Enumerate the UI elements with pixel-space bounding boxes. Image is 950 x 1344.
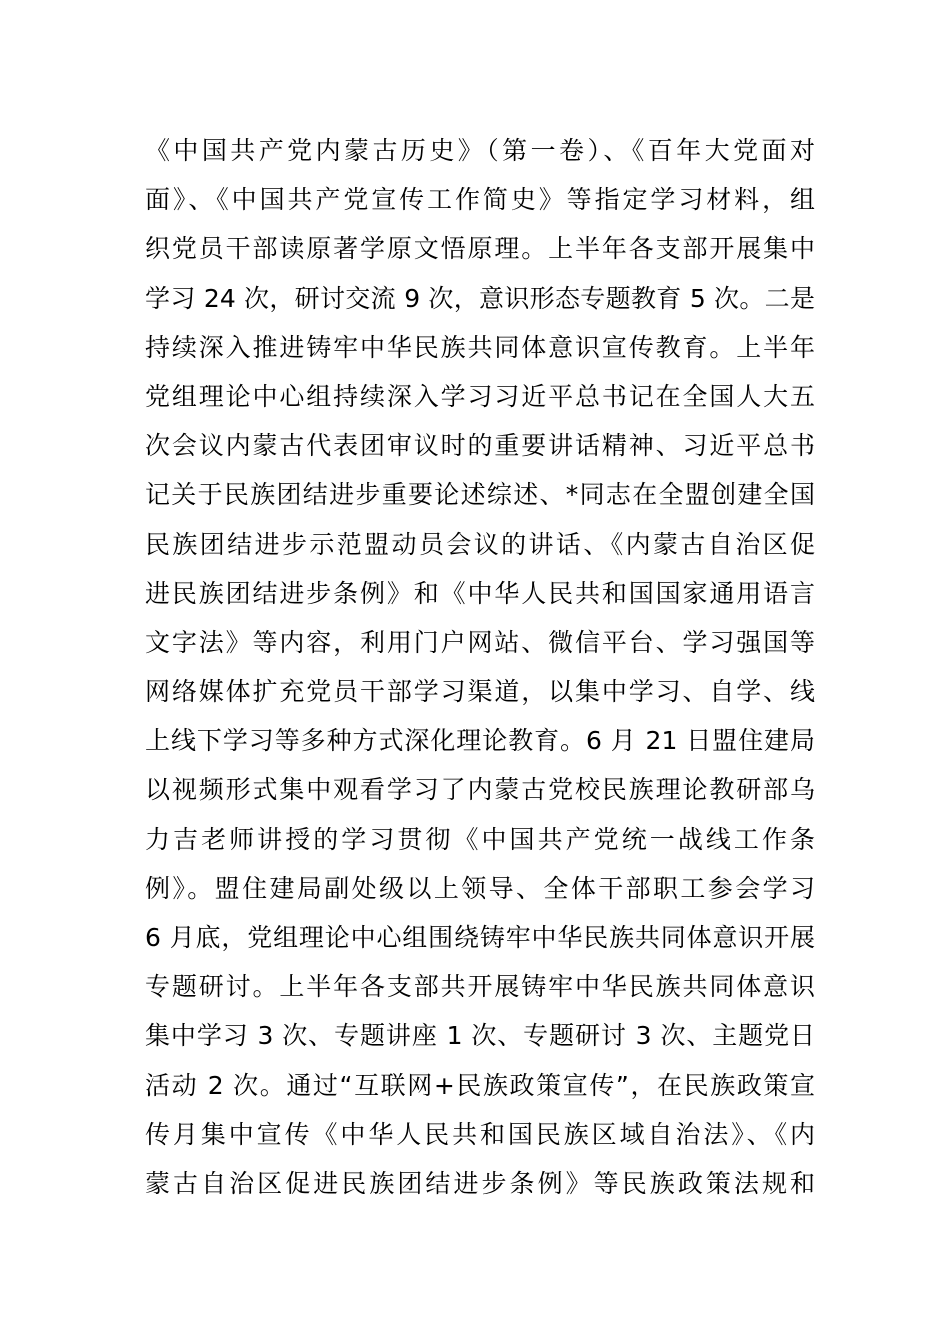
text-line-2: 面》、《中国共产党宣传工作简史》等指定学习材料，组 <box>145 185 815 215</box>
text-line-9: 民族团结进步示范盟动员会议的讲话、《内蒙古自治区促 <box>145 529 815 559</box>
text-line-15: 力吉老师讲授的学习贯彻《中国共产党统一战线工作条 <box>145 824 815 854</box>
text-line-4: 学习 24 次，研讨交流 9 次，意识形态专题教育 5 次。二是 <box>145 283 815 313</box>
body-text <box>145 126 815 1208</box>
text-line-1: 《中国共产党内蒙古历史》（第一卷）、《百年大党面对 <box>145 136 815 165</box>
text-line-20: 活动 2 次。通过“互联网+民族政策宣传”，在民族政策宣 <box>145 1070 815 1100</box>
text-line-17: 6 月底，党组理论中心组围绕铸牢中华民族共同体意识开展 <box>145 923 815 952</box>
text-line-16: 例》。盟住建局副处级以上领导、全体干部职工参会学习 <box>145 873 815 903</box>
text-line-22: 蒙古自治区促进民族团结进步条例》等民族政策法规和 <box>145 1168 815 1198</box>
text-line-21: 传月集中宣传《中华人民共和国民族区域自治法》、《内 <box>145 1119 815 1149</box>
text-line-18: 专题研讨。上半年各支部共开展铸牢中华民族共同体意识 <box>145 972 815 1002</box>
text-line-8: 记关于民族团结进步重要论述综述、*同志在全盟创建全国 <box>145 480 815 510</box>
text-line-3: 织党员干部读原著学原文悟原理。上半年各支部开展集中 <box>145 234 815 264</box>
text-line-12: 网络媒体扩充党员干部学习渠道，以集中学习、自学、线 <box>145 677 815 707</box>
text-line-5: 持续深入推进铸牢中华民族共同体意识宣传教育。上半年 <box>145 332 815 362</box>
text-line-11: 文字法》等内容，利用门户网站、微信平台、学习强国等 <box>145 627 815 657</box>
text-line-14: 以视频形式集中观看学习了内蒙古党校民族理论教研部乌 <box>145 775 815 805</box>
text-line-19: 集中学习 3 次、专题讲座 1 次、专题研讨 3 次、主题党日 <box>145 1021 815 1051</box>
text-line-10: 进民族团结进步条例》和《中华人民共和国国家通用语言 <box>145 578 815 608</box>
text-line-6: 党组理论中心组持续深入学习习近平总书记在全国人大五 <box>145 381 815 411</box>
text-line-13: 上线下学习等多种方式深化理论教育。6 月 21 日盟住建局 <box>145 726 815 756</box>
text-line-7: 次会议内蒙古代表团审议时的重要讲话精神、习近平总书 <box>145 431 815 461</box>
